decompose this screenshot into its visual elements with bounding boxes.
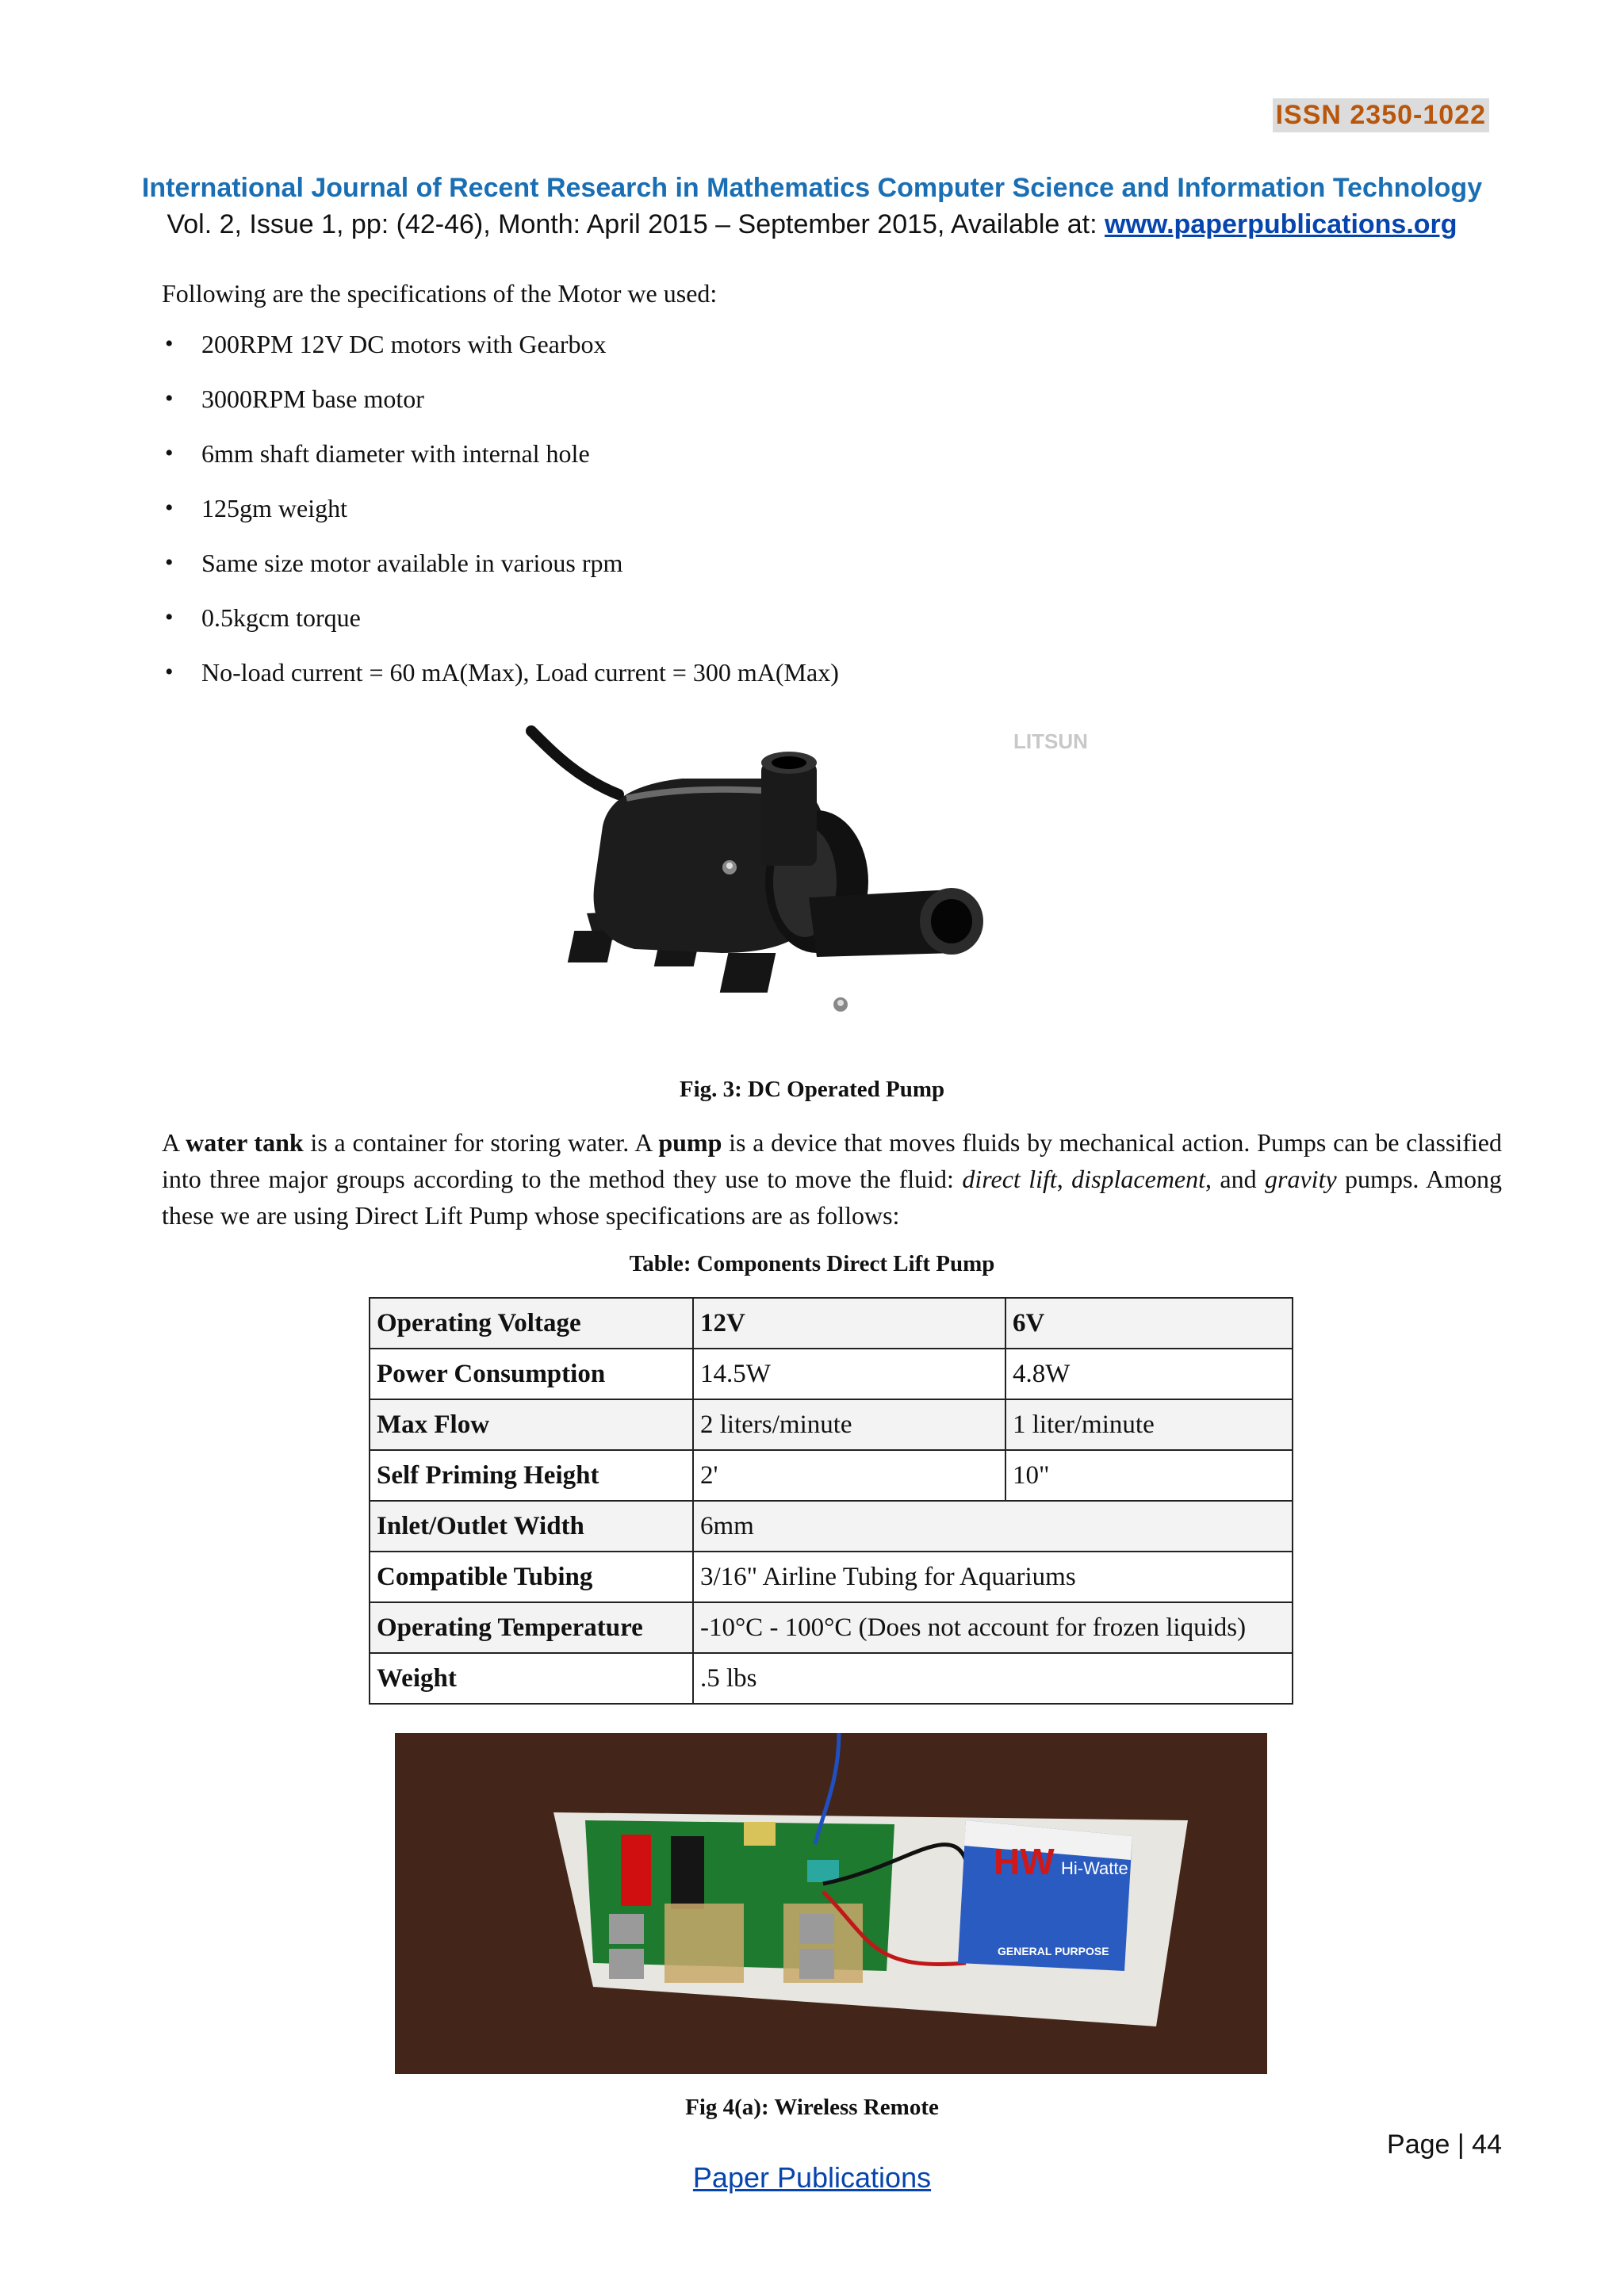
para-italic-term: gravity: [1265, 1165, 1337, 1193]
journal-details: [0, 209, 1624, 240]
journal-details-text: Vol. 2, Issue 1, pp: (42-46), Month: April 2015 – September 2015, Available at:: [167, 209, 1105, 239]
table-cell: 3/16" Airline Tubing for Aquariums: [693, 1552, 1293, 1602]
para-bold-term: water tank: [186, 1128, 304, 1157]
table-cell: 12V: [693, 1298, 1005, 1349]
wireless-remote-photo: [395, 1733, 1267, 2074]
photo-watermark: LITSUN: [1013, 729, 1088, 753]
table-row: [370, 1298, 1293, 1349]
table-row: [370, 1349, 1293, 1399]
table-caption: Table: Components Direct Lift Pump: [629, 1251, 995, 1276]
body-paragraph: [162, 1124, 1502, 1234]
table-cell: 14.5W: [693, 1349, 1005, 1399]
list-item-text: 0.5kgcm torque: [201, 603, 361, 632]
bullet-icon: •: [165, 549, 174, 576]
table-cell-key: Power Consumption: [370, 1349, 693, 1399]
para-text: is a device that moves fluids by mechanical action. Pumps can be classified into three major groups according to the method they use to move the fluid:: [162, 1128, 1503, 1193]
page-number: Page | 44: [1387, 2130, 1502, 2160]
table-cell: 10": [1005, 1450, 1293, 1501]
table-cell: 6mm: [693, 1501, 1293, 1552]
table-row: [370, 1552, 1293, 1602]
table-cell-key: Inlet/Outlet Width: [370, 1501, 693, 1552]
motor-specs-intro: Following are the specifications of the Motor we used:: [162, 279, 718, 308]
para-text: , and: [1205, 1165, 1266, 1193]
table-cell-key: Weight: [370, 1653, 693, 1704]
para-text: pumps. Among these we are using Direct Lift Pump whose specifications are as follows:: [162, 1165, 1503, 1230]
table-row: [370, 1602, 1293, 1653]
bullet-icon: •: [165, 604, 174, 630]
list-item-text: 3000RPM base motor: [201, 385, 424, 413]
list-item-text: 200RPM 12V DC motors with Gearbox: [201, 330, 607, 358]
list-item-text: 125gm weight: [201, 494, 347, 522]
list-item: [162, 488, 839, 542]
para-text: A: [162, 1128, 186, 1157]
table-row: [370, 1399, 1293, 1450]
list-item-text: No-load current = 60 mA(Max), Load current = 300 mA(Max): [201, 658, 839, 687]
table-cell-key: Operating Temperature: [370, 1602, 693, 1653]
publisher-link[interactable]: Paper Publications: [692, 2161, 932, 2194]
journal-title: International Journal of Recent Research in Mathematics Computer Science and Information Technology: [141, 173, 1483, 203]
bullet-icon: •: [165, 385, 174, 411]
pump-spec-table: [369, 1297, 1293, 1705]
table-cell-key: Self Priming Height: [370, 1450, 693, 1501]
bullet-icon: •: [165, 495, 174, 521]
para-italic-term: displacement: [1071, 1165, 1206, 1193]
list-item: [162, 323, 839, 378]
table-cell: 2': [693, 1450, 1005, 1501]
para-text: is a container for storing water. A: [303, 1128, 659, 1157]
figure-4a-caption: Fig 4(a): Wireless Remote: [685, 2095, 939, 2120]
list-item: [162, 378, 839, 433]
list-item: [162, 542, 839, 597]
dc-pump-photo: [523, 723, 1110, 1032]
table-cell-key: Compatible Tubing: [370, 1552, 693, 1602]
table-row: [370, 1653, 1293, 1704]
bullet-icon: •: [165, 331, 174, 357]
list-item: [162, 433, 839, 488]
para-italic-term: direct lift: [962, 1165, 1057, 1193]
table-row: [370, 1501, 1293, 1552]
issn-label: ISSN 2350-1022: [1273, 98, 1489, 132]
battery-purpose: GENERAL PURPOSE: [998, 1945, 1109, 1957]
table-cell: 1 liter/minute: [1005, 1399, 1293, 1450]
figure-3-caption: Fig. 3: DC Operated Pump: [679, 1077, 945, 1102]
bullet-icon: •: [165, 659, 174, 685]
table-cell: .5 lbs: [693, 1653, 1293, 1704]
table-cell: -10°C - 100°C (Does not account for frozen liquids): [693, 1602, 1293, 1653]
bullet-icon: •: [165, 440, 174, 466]
table-cell: 2 liters/minute: [693, 1399, 1005, 1450]
journal-url-link[interactable]: www.paperpublications.org: [1105, 209, 1457, 239]
list-item-text: 6mm shaft diameter with internal hole: [201, 439, 590, 468]
table-cell-key: Operating Voltage: [370, 1298, 693, 1349]
list-item: [162, 652, 839, 706]
table-cell-key: Max Flow: [370, 1399, 693, 1450]
motor-spec-list: [162, 323, 839, 706]
para-text: ,: [1056, 1165, 1072, 1193]
list-item-text: Same size motor available in various rpm: [201, 549, 623, 577]
list-item: [162, 597, 839, 652]
battery-brand: HW: [994, 1841, 1055, 1882]
table-row: [370, 1450, 1293, 1501]
para-bold-term: pump: [658, 1128, 722, 1157]
battery-label: Hi-Watte: [1061, 1858, 1128, 1878]
table-cell: 4.8W: [1005, 1349, 1293, 1399]
table-cell: 6V: [1005, 1298, 1293, 1349]
